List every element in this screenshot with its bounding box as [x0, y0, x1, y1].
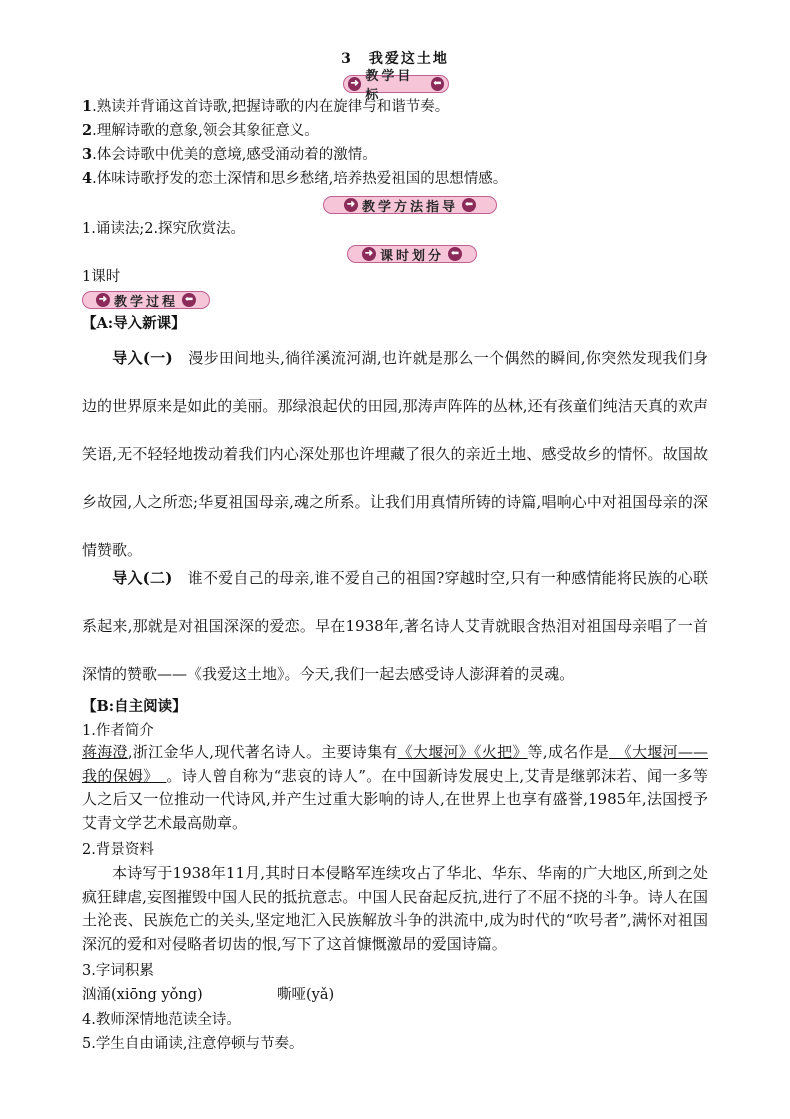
section-badge-goals: [343, 69, 449, 103]
part-b-heading: 【B:自主阅读】: [82, 698, 187, 715]
word-item: 汹涌(xiōng yǒng): [82, 987, 203, 1003]
arrow-left-icon: ⬅: [182, 293, 196, 307]
intro1-label: 导入(一): [112, 349, 173, 367]
intro-paragraph-2: [82, 554, 708, 698]
author-section-title: 1.作者简介: [82, 723, 154, 739]
section-badge-process: [82, 291, 210, 309]
lesson-title: 3 我爱这土地: [341, 51, 449, 67]
section-badge-method: [323, 196, 497, 214]
arrow-left-icon: ⬅: [431, 77, 444, 91]
section-label-period: 课时划分: [379, 248, 444, 264]
period-text: 1课时: [82, 269, 121, 285]
background-section-title: 2.背景资料: [82, 842, 154, 858]
intro2-label: 导入(二): [112, 569, 173, 587]
section-label-process: 教学过程: [113, 294, 178, 310]
author-famous-work: 《大堰河——我的保姆》: [82, 743, 708, 785]
word-item: 嘶哑(yǎ): [277, 987, 335, 1003]
goal-item: 1.熟读并背诵这首诗歌,把握诗歌的内在旋律与和谐节奏。: [82, 98, 450, 115]
words-section-title: 3.字词积累: [82, 963, 154, 979]
intro2-text: 谁不爱自己的母亲,谁不爱自己的祖国?穿越时空,只有一种感情能将民族的心联系起来,那就是对祖国深深的爱恋。早在1938年,著名诗人艾青就眼含热泪对祖国母亲唱了一首深情的赞歌——《我爱这土地》。今天,我们一起去感受诗人澎湃着的灵魂。: [82, 569, 708, 683]
arrow-right-icon: ➜: [348, 77, 361, 91]
goal-item: 3.体会诗歌中优美的意境,感受涌动着的激情。: [82, 146, 377, 163]
goal-item: 2.理解诗歌的意象,领会其象征意义。: [82, 122, 319, 139]
author-real-name: 蒋海澄: [82, 743, 128, 761]
arrow-left-icon: ⬅: [462, 198, 476, 212]
author-paragraph: 蒋海澄,浙江金华人,现代著名诗人。主要诗集有《大堰河》《火把》等,成名作是 《大堰河——我的保姆》 。诗人曾自称为“悲哀的诗人”。在中国新诗发展史上,艾青是继郭沫若、闻一多等人之后又一位推动一代诗风,并产生过重大影响的诗人,在世界上也享有盛誉,1985年,法国授予艾青文学艺术最高勋章。: [82, 743, 708, 832]
section-badge-period: [347, 245, 477, 263]
step-item: 5.学生自由诵读,注意停顿与节奏。: [82, 1036, 304, 1052]
step-item: 4.教师深情地范读全诗。: [82, 1012, 241, 1028]
section-label-method: 教学方法指导: [361, 199, 458, 215]
method-text: 1.诵读法;2.探究欣赏法。: [82, 221, 246, 237]
goal-item: 4.体味诗歌抒发的恋土深情和思乡愁绪,培养热爱祖国的思想情感。: [82, 170, 508, 187]
background-paragraph: 本诗写于1938年11月,其时日本侵略军连续攻占了华北、华东、华南的广大地区,所到之处疯狂肆虐,妄图摧毁中国人民的抵抗意志。中国人民奋起反抗,进行了不屈不挠的斗争。诗人在国土沦丧、民族危亡的关头,坚定地汇入民族解放斗争的洪流中,成为时代的“吹号者”,满怀对祖国深沉的爱和对侵略者切齿的恨,写下了这首慷慨激昂的爱国诗篇。: [82, 864, 708, 953]
arrow-left-icon: ⬅: [448, 247, 462, 261]
intro-paragraph-1: [82, 334, 708, 574]
arrow-right-icon: ➜: [344, 198, 358, 212]
author-works: 《大堰河》《火把》: [397, 743, 528, 761]
intro1-text: 漫步田间地头,徜徉溪流河湖,也许就是那么一个偶然的瞬间,你突然发现我们身边的世界原来是如此的美丽。那绿浪起伏的田园,那涛声阵阵的丛林,还有孩童们纯洁天真的欢声笑语,无不轻轻地拨动着我们内心深处那也许埋藏了很久的亲近土地、感受故乡的情怀。故国故乡故园,人之所恋;华夏祖国母亲,魂之所系。让我们用真情所铸的诗篇,唱响心中对祖国母亲的深情赞歌。: [82, 349, 708, 559]
arrow-right-icon: ➜: [96, 293, 110, 307]
part-a-heading: 【A:导入新课】: [82, 315, 186, 332]
section-label-goals: 教学目标: [365, 69, 414, 103]
arrow-right-icon: ➜: [362, 247, 376, 261]
